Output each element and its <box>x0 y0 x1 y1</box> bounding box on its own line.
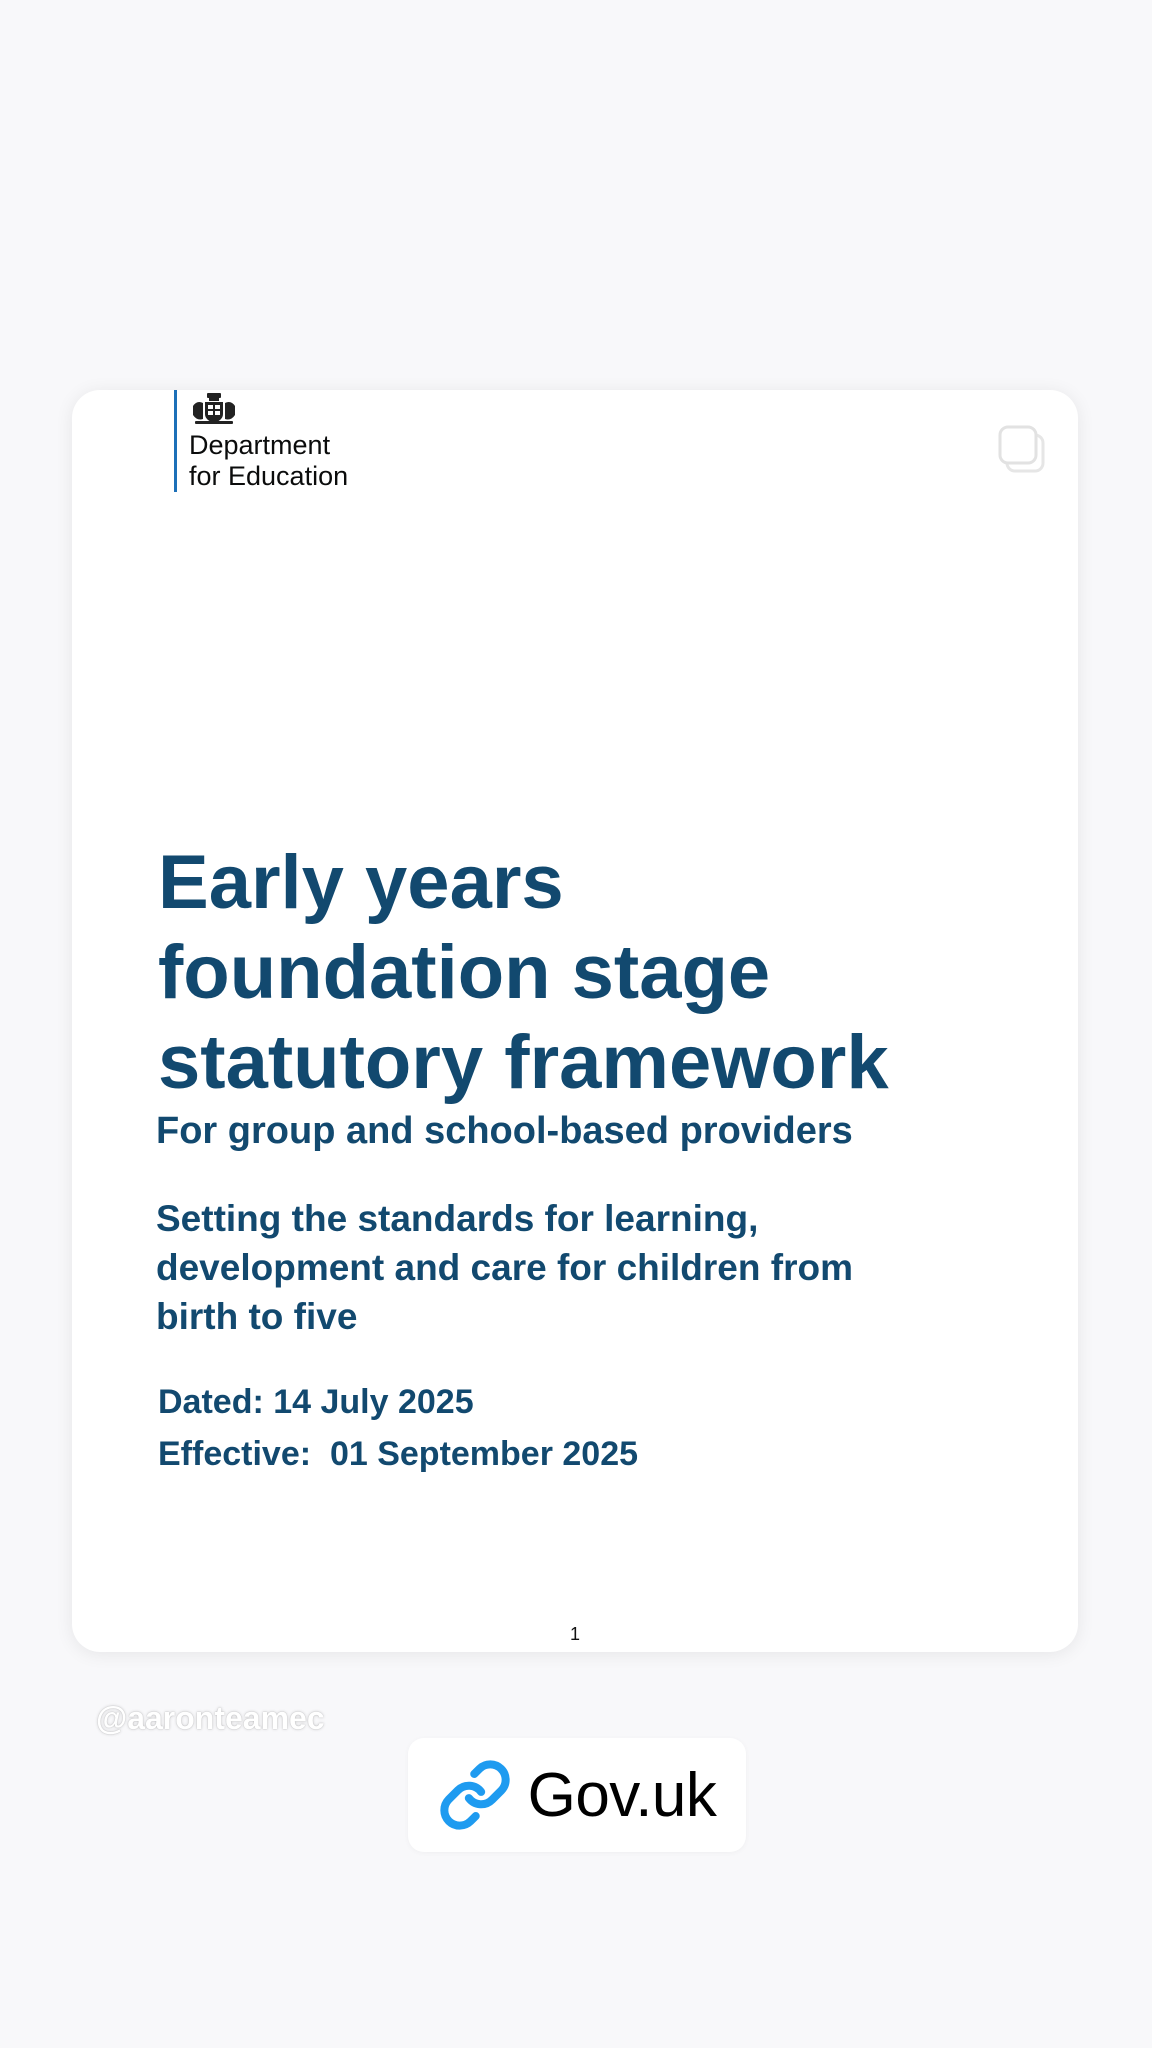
carousel-icon[interactable] <box>998 424 1048 476</box>
document-tagline <box>156 1194 1016 1341</box>
link-icon <box>438 1758 512 1832</box>
effective-text: Effective: 01 September 2025 <box>158 1435 639 1473</box>
department-name-line2: for Education <box>189 461 349 491</box>
department-name-line1: Department <box>189 430 331 460</box>
shared-post-card[interactable] <box>72 390 1078 1652</box>
royal-crest-icon <box>189 392 239 426</box>
link-sticker-label: Gov.uk <box>527 1760 717 1830</box>
tagline-line2: development and care for children from <box>156 1247 853 1288</box>
document-title-line1: Early years <box>158 840 564 925</box>
username-mention[interactable]: @aaronteamec <box>96 1700 325 1736</box>
page-number: 1 <box>569 1624 580 1644</box>
tagline-line3: birth to five <box>156 1296 358 1337</box>
link-sticker[interactable] <box>408 1738 746 1852</box>
document-title-line3: statutory framework <box>158 1020 889 1105</box>
document-title-line2: foundation stage <box>158 930 771 1015</box>
document-subtitle: For group and school-based providers <box>156 1110 853 1152</box>
tagline-line1: Setting the standards for learning, <box>156 1198 759 1239</box>
department-name <box>189 430 348 492</box>
document-title <box>158 838 1018 1108</box>
dfe-logo <box>174 390 348 492</box>
dated-text: Dated: 14 July 2025 <box>158 1383 474 1421</box>
